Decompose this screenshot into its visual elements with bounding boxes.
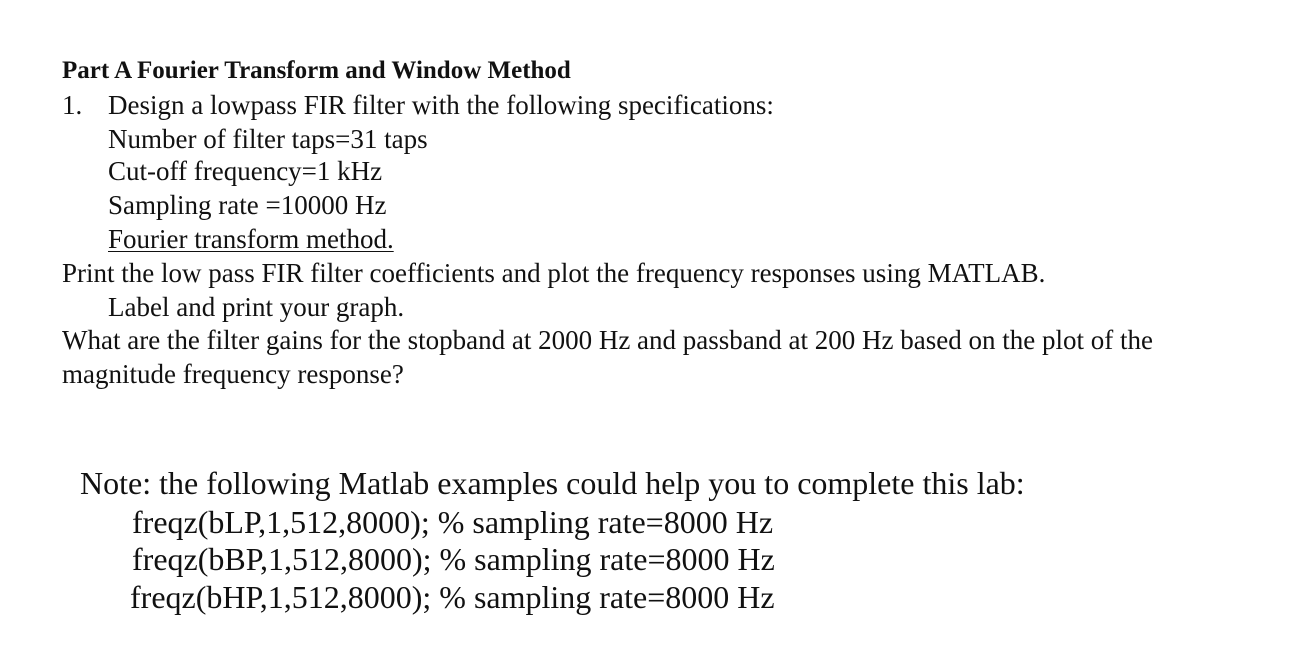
matlab-example-lowpass: freqz(bLP,1,512,8000); % sampling rate=8000 Hz — [132, 504, 774, 540]
question-filter-gains: What are the filter gains for the stopband at 2000 Hz and passband at 200 Hz based on the plot of the — [62, 325, 1153, 355]
matlab-example-highpass: freqz(bHP,1,512,8000); % sampling rate=8000 Hz — [130, 579, 775, 615]
spec-method: Fourier transform method. — [108, 224, 394, 254]
item-text: Design a lowpass FIR filter with the following specifications: — [108, 90, 774, 120]
matlab-example-bandpass: freqz(bBP,1,512,8000); % sampling rate=8000 Hz — [132, 541, 775, 577]
question-filter-gains-continued: magnitude frequency response? — [62, 359, 404, 389]
note-title: Note: the following Matlab examples could help you to complete this lab: — [80, 465, 1025, 501]
numbered-item — [62, 92, 774, 119]
section-heading: Part A Fourier Transform and Window Method — [62, 57, 571, 84]
spec-filter-taps: Number of filter taps=31 taps — [108, 124, 428, 154]
spec-sampling-rate: Sampling rate =10000 Hz — [108, 190, 387, 220]
spec-cutoff-frequency: Cut-off frequency=1 kHz — [108, 156, 383, 186]
instruction-label-graph: Label and print your graph. — [108, 292, 405, 322]
item-number: 1. — [62, 90, 83, 120]
instruction-print-coefficients: Print the low pass FIR filter coefficients and plot the frequency responses using MATLAB. — [62, 258, 1046, 288]
